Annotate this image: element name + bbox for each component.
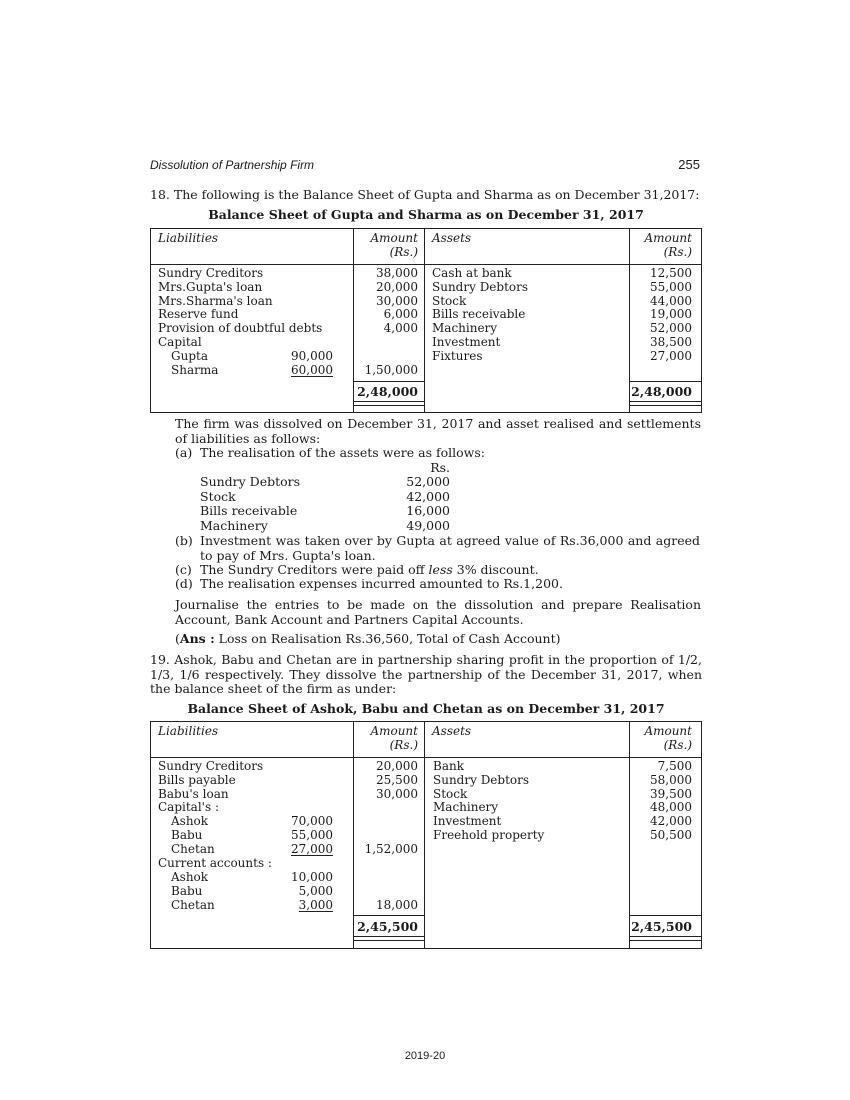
col-amount: Amount — [644, 231, 692, 245]
liability-amount: 20,000 — [376, 279, 418, 294]
asset-label: Machinery — [433, 800, 499, 815]
liability-amount: 30,000 — [376, 786, 418, 801]
liability-label: Provision of doubtful debts — [158, 321, 323, 336]
q18-intro: 18. The following is the Balance Sheet of Gupta and Sharma as on December 31,2017: — [150, 187, 700, 202]
capital-partner-value: 90,000 — [291, 349, 333, 363]
asset-amount: 55,000 — [650, 279, 692, 294]
asset-amount: 12,500 — [650, 266, 692, 280]
current-partner-name: Ashok — [171, 870, 209, 884]
asset-amount: 58,000 — [650, 772, 692, 787]
asset-label: Stock — [433, 786, 468, 801]
col-amount-unit: (Rs.) — [389, 738, 418, 752]
liability-label: Mrs.Sharma's loan — [158, 293, 273, 308]
q18-table-title: Balance Sheet of Gupta and Sharma as on December 31, 2017 — [208, 207, 644, 222]
total-assets: 2,48,000 — [631, 384, 692, 399]
liability-amount: 38,000 — [376, 266, 418, 280]
current-partner-value: 3,000 — [298, 897, 333, 912]
asset-label: Cash at bank — [432, 266, 512, 280]
asset-label: Investment — [433, 814, 502, 829]
liability-label: Bills payable — [158, 772, 236, 787]
item-label: (d) — [175, 576, 193, 591]
liability-amount: 4,000 — [383, 321, 418, 336]
asset-label: Sundry Debtors — [433, 772, 530, 787]
col-amount-unit: (Rs.) — [663, 738, 692, 752]
q18-journal-instruction: Journalise the entries to be made on the dissolution and prepare Realisation Account, Bank Account and Partners Capital Accounts. — [175, 597, 701, 627]
capital-partner-value: 70,000 — [291, 814, 333, 829]
col-amount-unit: (Rs.) — [663, 245, 692, 259]
q19-table-title: Balance Sheet of Ashok, Babu and Chetan as on December 31, 2017 — [187, 701, 665, 716]
liability-amount: 30,000 — [376, 293, 418, 308]
total-assets: 2,45,500 — [631, 919, 692, 934]
asset-label: Bank — [433, 759, 464, 773]
liability-label: Reserve fund — [158, 307, 239, 322]
liability-label: Sundry Creditors — [158, 266, 264, 280]
asset-amount: 19,000 — [650, 307, 692, 322]
col-amount: Amount — [644, 724, 692, 738]
q19-intro: 19. Ashok, Babu and Chetan are in partnership sharing profit in the proportion of 1/2, 1/3, 1/6 respectively. They dissolve the partnership of the December 31, 2017, when the balance sheet of the firm as under: — [150, 652, 702, 696]
total-liabilities: 2,48,000 — [357, 384, 418, 399]
item-label: (c) — [175, 562, 192, 577]
col-amount: Amount — [370, 231, 418, 245]
col-assets: Assets — [432, 231, 472, 245]
item-c-text: The Sundry Creditors were paid off less 3% discount. — [200, 562, 539, 577]
q18-balance-sheet — [150, 228, 702, 413]
q18-dissolution-text: The firm was dissolved on December 31, 2017 and asset realised and settlements of liabilities as follows: — [175, 416, 701, 446]
realisation-value: 49,000 — [406, 517, 450, 533]
current-accounts-label: Current accounts : — [158, 856, 272, 870]
capital-partner-name: Babu — [171, 828, 203, 842]
realisation-item: Stock — [200, 488, 236, 504]
capital-partner-name: Ashok — [171, 814, 209, 829]
asset-amount: 52,000 — [650, 321, 692, 336]
item-d-text: The realisation expenses incurred amounted to Rs.1,200. — [200, 576, 563, 591]
col-assets: Assets — [432, 724, 472, 738]
col-amount-unit: (Rs.) — [389, 245, 418, 259]
current-partner-name: Chetan — [171, 897, 215, 912]
liability-label: Sundry Creditors — [158, 759, 264, 773]
asset-label: Stock — [432, 293, 467, 308]
liability-label: Mrs.Gupta's loan — [158, 279, 263, 294]
capital-partner-value: 27,000 — [291, 841, 333, 856]
asset-amount: 38,500 — [650, 335, 692, 349]
current-partner-name: Babu — [171, 883, 203, 898]
item-a-text: The realisation of the assets were as follows: — [200, 445, 485, 460]
liability-amount: 25,500 — [376, 772, 418, 787]
asset-amount: 39,500 — [650, 786, 692, 801]
rs-heading: Rs. — [430, 460, 450, 475]
item-label: (b) — [175, 533, 193, 548]
capital-partner-name: Sharma — [171, 363, 219, 377]
realisation-value: 16,000 — [406, 503, 450, 518]
footer-year: 2019-20 — [404, 1050, 446, 1062]
asset-amount: 48,000 — [650, 800, 692, 815]
liability-amount: 20,000 — [376, 759, 418, 773]
liability-label: Babu's loan — [158, 786, 229, 801]
asset-amount: 7,500 — [657, 759, 692, 773]
asset-label: Bills receivable — [432, 307, 526, 322]
capital-partner-name: Gupta — [171, 349, 208, 363]
asset-label: Investment — [432, 335, 501, 349]
capital-partner-value: 60,000 — [291, 363, 333, 377]
current-partner-value: 5,000 — [298, 883, 333, 898]
realisation-value: 42,000 — [406, 488, 450, 504]
realisation-item: Sundry Debtors — [200, 474, 301, 489]
realisation-value: 52,000 — [406, 474, 450, 489]
capital-total: 1,50,000 — [364, 363, 418, 377]
capital-total: 1,52,000 — [364, 842, 418, 856]
realisation-item: Machinery — [200, 517, 268, 533]
asset-label: Fixtures — [432, 348, 483, 363]
asset-amount: 27,000 — [650, 348, 692, 363]
total-liabilities: 2,45,500 — [357, 919, 418, 934]
col-amount: Amount — [370, 724, 418, 738]
liability-amount: 6,000 — [383, 307, 418, 322]
item-label: (a) — [175, 445, 193, 460]
asset-label: Machinery — [432, 321, 498, 336]
q18-answer: (Ans : Loss on Realisation Rs.36,560, Total of Cash Account) — [175, 631, 561, 646]
asset-amount: 42,000 — [650, 814, 692, 829]
current-partner-value: 10,000 — [291, 870, 333, 884]
asset-label: Sundry Debtors — [432, 279, 529, 294]
current-total: 18,000 — [376, 898, 418, 912]
asset-label: Freehold property — [433, 828, 545, 842]
col-liabilities: Liabilities — [158, 724, 219, 738]
liability-label: Capital's : — [158, 800, 219, 815]
item-b-text: Investment was taken over by Gupta at agreed value of Rs.36,000 and agreed to pay of Mrs. Gupta's loan. — [200, 533, 700, 563]
capital-partner-name: Chetan — [171, 841, 215, 856]
col-liabilities: Liabilities — [158, 231, 219, 245]
capital-partner-value: 55,000 — [291, 828, 333, 842]
asset-amount: 50,500 — [650, 828, 692, 842]
running-header: Dissolution of Partnership Firm — [150, 158, 315, 172]
realisation-item: Bills receivable — [200, 503, 298, 518]
page-number: 255 — [678, 157, 700, 172]
q19-balance-sheet — [150, 721, 702, 949]
liability-label: Capital — [158, 335, 202, 349]
asset-amount: 44,000 — [650, 293, 692, 308]
